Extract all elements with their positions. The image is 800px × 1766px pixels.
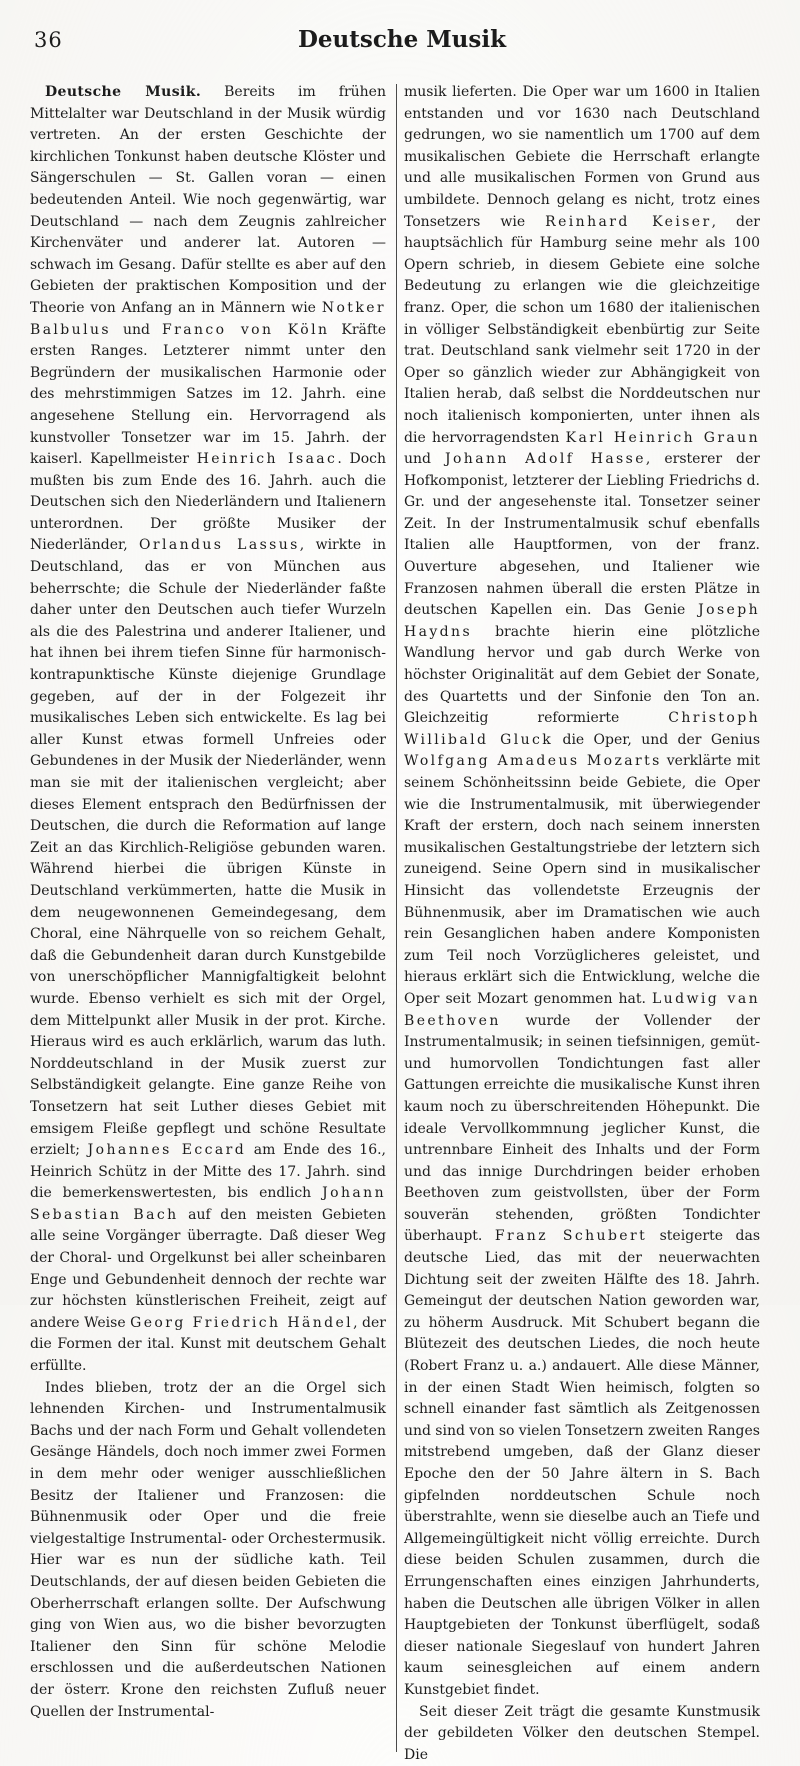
- paragraph: [30, 1378, 386, 1724]
- text-run: musik lieferten. Die Oper war um 1600 in Italien entstanden und vor 1630 nach Deutschland gedrungen, wo sie namentlich um 1700 auf dem musikalischen Gebiete die Herrschaft erlangte und alle musikalischen Formen von Grund aus umbildete. Dennoch gelang es nicht, trotz eines Tonsetzers wie: [404, 84, 760, 230]
- text-run: , der die Formen der ital. Kunst mit deutschem Gehalt erfüllte.: [30, 1314, 386, 1375]
- person-name: Wolfgang Amadeus Mozarts: [404, 753, 662, 770]
- person-name: Christoph Willibald Gluck: [404, 710, 760, 748]
- text-run: Indes blieben, trotz der an die Orgel sich lehnenden Kirchen- und Instrumentalmusik Bachs und der nach Form und Gehalt vollendeten Gesänge Händels, doch noch immer zwei Formen in dem mehr oder weniger ausschließlichen Besitz der Italiener und Franzosen: die Bühnenmusik oder Oper und die freie vielgestaltige Instrumental- oder Orchestermusik. Hier war es nun der südliche kath. Teil Deutschlands, der auf diesen beiden Gebieten die Oberherrschaft erlangen sollte. Der Aufschwung ging von Wien aus, wo die bisher bevorzugten Italiener den Sinn für schöne Melodie erschlossen und die außerdeutschen Nationen der österr. Krone den reichsten Zufluß neuer Quellen der Instrumental-: [30, 1379, 386, 1720]
- person-name: Georg Friedrich Händel: [130, 1314, 354, 1331]
- person-name: Johann Adolf Hasse: [444, 451, 646, 468]
- person-name: Franz Schubert: [494, 1228, 648, 1245]
- person-name: Franco von Köln: [162, 321, 330, 338]
- text-run: auf den meisten Gebieten alle seine Vorgänger überragte. Daß dieser Weg der Choral- und Orgelkunst bei aller scheinbaren Enge und Gebundenheit dennoch der rechte war zur höchsten künstlerischen Freiheit, zeigt auf andere Weise: [30, 1206, 386, 1331]
- text-run: wurde der Vollender der Instrumentalmusik; in seinen tiefsinnigen, gemüt- und humorvollen Tondichtungen fast aller Gattungen erreichte die musikalische Kunst ihren kaum noch zu überschreitenden Höhepunkt. Die ideale Vervollkommnung jeglicher Kunst, die untrennbare Einheit des Inhalts und der Form und das innige Durchdringen beider erhoben Beethoven zum geistvollsten, über der Form souverän stehenden, größten Tondichter überhaupt.: [404, 1012, 760, 1245]
- running-header-title: Deutsche Musik: [297, 26, 507, 53]
- paragraph: [30, 82, 386, 1378]
- text-run: verklärte mit seinem Schönheitssinn beide Gebiete, die Oper wie die Instrumentalmusik, mit überwiegender Kraft der erstern, doch nach seinem innersten musikalischen Gestaltungstriebe der letztern sich zuneigend. Seine Opern sind in musikalischer Hinsicht das vollendetste Erzeugnis der Bühnenmusik, aber im Dramatischen wie auch rein Gesanglichen haben andere Komponisten zum Teil noch Vorzüglicheres geleistet, und hieraus erklärt sich die Entwicklung, welche die Oper seit Mozart genommen hat.: [404, 753, 760, 1007]
- text-run: brachte hierin eine plötzliche Wandlung hervor und gab durch Werke von höchster Originalität auf dem Gebiet der Sonate, des Quartetts und der Sinfonie den Ton an. Gleichzeitig reformierte: [404, 623, 760, 727]
- text-run: . Doch mußten bis zum Ende des 16. Jahrh. auch die Deutschen sich den Niederländern und Italienern unterordnen. Der größte Musiker der Niederländer,: [30, 451, 387, 554]
- column-divider-rule: [396, 84, 397, 1752]
- person-name: Johann Sebastian Bach: [30, 1185, 386, 1223]
- person-name: Karl Heinrich Graun: [565, 429, 760, 446]
- text-run: , wirkte in Deutschland, das er von München aus beherrschte; die Schule der Niederländer faßte daher unter den Deutschen auch tiefer Wurzeln als die des Palestrina und anderer Italiener, und hat ihnen bei ihrem tiefen Sinne für harmonisch-kontrapunktische Künste diejenige Grundlage gegeben, auf der in der Folgezeit ihr musikalisches Leben sich entwickelte. Es lag bei aller Kunst etwas formell Unfreies oder Gebundenes in der Musik der Niederländer, wenn man sie mit der italienischen vergleicht; aber dieses Element entsprach den Bedürfnissen der Deutschen, die durch die Reformation auf lange Zeit an das Kirchlich-Religiöse gebunden waren. Während hierbei die übrigen Künste in Deutschland verkümmerten, hatte die Musik in dem neugewonnenen Gemeindegesang, dem Choral, eine Nährquelle von so reichem Gehalt, daß die Gebundenheit daran durch Kunstgebilde von unerschöpflicher Mannigfaltigkeit belohnt wurde. Ebenso verhielt es sich mit der Orgel, dem Mittelpunkt aller Musik in der prot. Kirche. Hieraus wird es auch erklärlich, warum das luth. Norddeutschland in der Musik zuerst zur Selbständigkeit gelangte. Eine ganze Reihe von Tonsetzern hat seit Luther dieses Gebiet mit emsigem Fleiße gepflegt und schöne Resultate erzielt;: [30, 537, 387, 1159]
- person-name: Heinrich Isaac: [196, 451, 338, 468]
- text-run: und: [404, 451, 445, 468]
- text-run: Kräfte ersten Ranges. Letzterer nimmt unter den Begründern der musikalischen Harmonie oder des mehrstimmigen Satzes im 12. Jahrh. eine angesehene Stellung ein. Hervorragend als kunstvoller Tonsetzer war im 15. Jahrh. der kaiserl. Kapellmeister: [30, 321, 387, 468]
- text-run: steigerte das deutsche Lied, das mit der neuerwachten Dichtung seit der zweiten Hälfte des 18. Jahrh. Gemeingut der deutschen Nation geworden war, zu höherm Ausdruck. Mit Schubert begann die Blütezeit des deutschen Liedes, die noch heute (Robert Franz u. a.) andauert. Alle diese Männer, in der einen Stadt Wien heimisch, folgten so schnell einander fast sämtlich als Zeitgenossen und sind von so vielen Tonsetzern zweiten Ranges mitstrebend umgeben, daß der Glanz dieser Epoche den der 50 Jahre ältern in S. Bach gipfelnden norddeutschen Schule noch überstrahlte, wenn sie dieselbe auch an Tiefe und Allgemeingültigkeit nicht völlig erreichte. Durch diese beiden Schulen zusammen, durch die Errungenschaften eines einzigen Jahrhunderts, haben die Deutschen alle übrigen Völker in allen Hauptgebieten der Tonkunst überflügelt, sodaß dieser nationale Siegeslauf von hundert Jahren kaum seinesgleichen auf einem andern Kunstgebiet findet.: [404, 1228, 761, 1698]
- page-header: [30, 26, 774, 68]
- person-name: Joseph Haydns: [404, 602, 760, 640]
- text-run: , der hauptsächlich für Hamburg seine mehr als 100 Opern schrieb, in diesem Gebiete eine solche Bedeutung zu erlangen wie die gleichzeitige franz. Oper, die schon um 1680 der italienischen in völliger Selbständigkeit ebenbürtig zur Seite trat. Deutschland sank vielmehr seit 1720 in der Oper so gänzlich wieder zur Abhängigkeit von Italien herab, daß selbst die Norddeutschen nur noch italienisch komponierten, unter ihnen als die hervorragendsten: [404, 213, 760, 446]
- person-name: Johannes Eccard: [87, 1142, 247, 1159]
- page-number: 36: [34, 28, 63, 52]
- person-name: Orlandus Lassus: [139, 537, 300, 554]
- text-column-right: [404, 82, 760, 1766]
- person-name: Reinhard Keiser: [545, 213, 712, 230]
- text-run: , ersterer der Hofkomponist, letzterer der Liebling Friedrichs d. Gr. und der angesehenste ital. Tonsetzer seiner Zeit. In der Instrumentalmusik schuf ebenfalls Italien alle Hauptformen, von der franz. Ouverture abgesehen, und Italiener wie Franzosen nahmen überall die ersten Plätze in deutschen Kapellen ein. Das Genie: [404, 451, 760, 619]
- text-run: und: [110, 321, 162, 338]
- person-name: Ludwig van Beethoven: [404, 990, 760, 1029]
- text-column-left: [30, 82, 386, 1766]
- text-run: Seit dieser Zeit trägt die gesamte Kunstmusik der gebildeten Völker den deutschen Stempel. Die: [404, 1703, 760, 1763]
- paragraph: [404, 1702, 760, 1766]
- person-name: Notker Balbulus: [30, 299, 386, 338]
- text-run: am Ende des 16., Heinrich Schütz in der Mitte des 17. Jahrh. sind die bemerkenswertesten, bis endlich: [30, 1142, 387, 1202]
- text-run: Deutsche Musik.: [45, 84, 202, 100]
- text-run: Bereits im frühen Mittelalter war Deutschland in der Musik würdig vertreten. An der ersten Geschichte der kirchlichen Tonkunst haben deutsche Klöster und Sängerschulen — St. Gallen voran — einen bedeutenden Anteil. Wie noch gegenwärtig, war Deutschland — nach dem Zeugnis zahlreicher Kirchenväter und anderer lat. Autoren — schwach im Gesang. Dafür stellte es aber auf den Gebieten der praktischen Komposition und der Theorie von Anfang an in Männern wie: [30, 84, 386, 316]
- text-run: die Oper, und der Genius: [553, 731, 761, 748]
- article-body: [30, 82, 774, 1766]
- paragraph: [404, 82, 760, 1702]
